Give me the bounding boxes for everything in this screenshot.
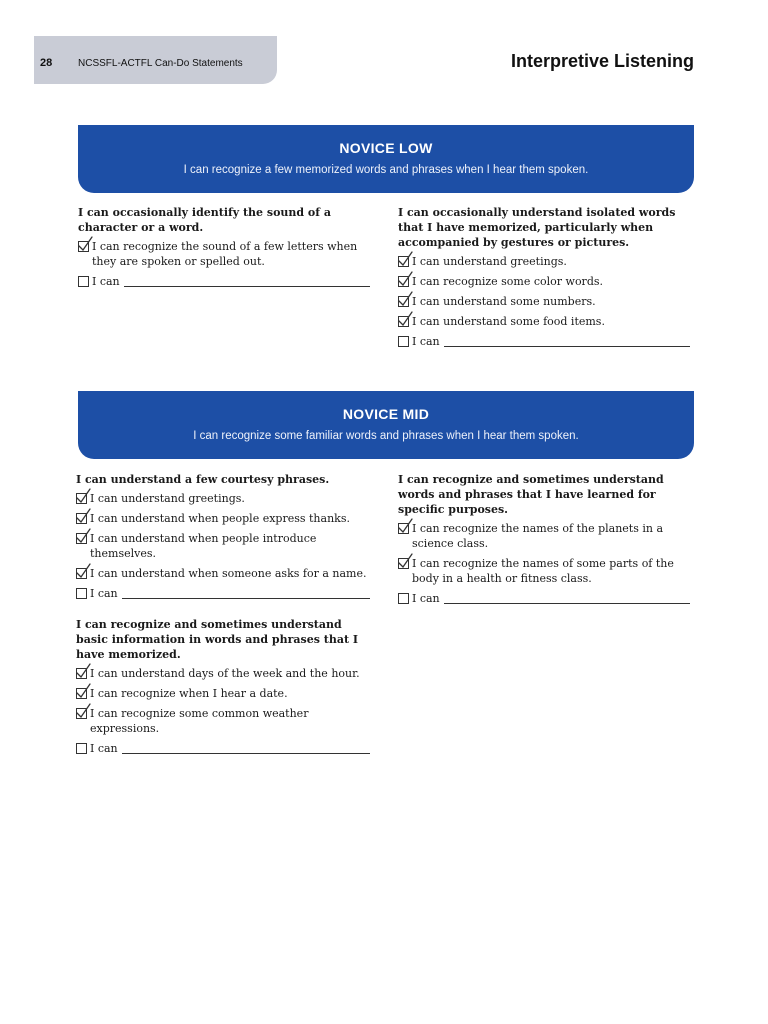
item-text: I can recognize some color words.	[412, 275, 604, 288]
item-text: I can understand greetings.	[412, 255, 567, 268]
checklist-item	[398, 254, 698, 269]
checkbox[interactable]	[398, 558, 409, 569]
checkbox[interactable]	[398, 276, 409, 287]
item-text: I can	[90, 587, 118, 600]
item-text: I can understand some food items.	[412, 315, 605, 328]
checkbox[interactable]	[76, 513, 87, 524]
item-text: I can	[90, 742, 118, 755]
checklist-item	[398, 334, 698, 349]
checklist-item	[76, 706, 376, 736]
checkbox[interactable]	[398, 296, 409, 307]
checklist-item	[398, 314, 698, 329]
item-text: I can understand greetings.	[90, 492, 245, 505]
checklist-item	[76, 531, 376, 561]
statement-heading: I can occasionally identify the sound of a character or a word.	[78, 206, 331, 234]
section-description: I can recognize some familiar words and phrases when I hear them spoken.	[193, 430, 579, 442]
checkbox[interactable]	[76, 708, 87, 719]
item-text: I can understand when people express thanks.	[90, 512, 350, 525]
checklist-item	[398, 556, 698, 586]
section-band-novice-low	[78, 125, 694, 193]
novice-low-right-column	[398, 205, 698, 354]
checklist-item	[398, 274, 698, 289]
checklist-item	[78, 274, 378, 289]
novice-low-left-column	[78, 205, 378, 294]
checkbox[interactable]	[398, 256, 409, 267]
novice-mid-left-column	[76, 472, 376, 761]
statement-group	[78, 205, 378, 289]
checklist-item	[76, 741, 376, 756]
statement-group	[398, 472, 698, 606]
check-mark-icon	[75, 508, 91, 524]
statement-heading: I can understand a few courtesy phrases.	[76, 473, 330, 486]
checklist-item	[76, 491, 376, 506]
section-band-novice-mid	[78, 391, 694, 459]
item-text: I can recognize the names of some parts of the body in a health or fitness class.	[412, 557, 674, 585]
item-text: I can recognize when I hear a date.	[90, 687, 288, 700]
statement-group	[398, 205, 698, 349]
write-in-line[interactable]	[124, 274, 370, 287]
item-text: I can	[412, 335, 440, 348]
statement-heading: I can recognize and sometimes understand basic information in words and phrases that I have memorized.	[76, 618, 359, 661]
check-mark-icon	[75, 683, 91, 699]
check-mark-icon	[77, 236, 93, 252]
check-mark-icon	[397, 553, 413, 569]
item-text: I can recognize the names of the planets in a science class.	[412, 522, 664, 550]
statement-heading: I can occasionally understand isolated words that I have memorized, particularly when accompanied by gestures or pictures.	[398, 206, 676, 249]
section-title: NOVICE MID	[342, 406, 430, 422]
check-mark-icon	[75, 563, 91, 579]
checkbox[interactable]	[76, 588, 87, 599]
checkbox[interactable]	[78, 241, 89, 252]
item-text: I can understand when someone asks for a name.	[90, 567, 367, 580]
section-description: I can recognize a few memorized words and phrases when I hear them spoken.	[183, 164, 589, 176]
statement-group	[76, 617, 376, 756]
write-in-line[interactable]	[122, 586, 370, 599]
item-text: I can understand when people introduce themselves.	[90, 532, 317, 560]
checkbox[interactable]	[398, 336, 409, 347]
novice-mid-right-column	[398, 472, 698, 611]
checklist-item	[398, 591, 698, 606]
check-mark-icon	[75, 703, 91, 719]
checklist-item	[76, 566, 376, 581]
page-title: Interpretive Listening	[510, 51, 694, 71]
section-title: NOVICE LOW	[339, 140, 433, 156]
checklist-item	[76, 666, 376, 681]
statement-heading: I can recognize and sometimes understand words and phrases that I have learned for specific purposes.	[398, 473, 664, 516]
checklist-item	[76, 511, 376, 526]
checkbox[interactable]	[78, 276, 89, 287]
checkbox[interactable]	[398, 593, 409, 604]
checkbox[interactable]	[76, 493, 87, 504]
checklist-item	[76, 686, 376, 701]
checkbox[interactable]	[76, 568, 87, 579]
item-text: I can recognize the sound of a few letters when they are spoken or spelled out.	[92, 240, 358, 268]
page-number: 28	[40, 57, 53, 69]
write-in-line[interactable]	[444, 334, 690, 347]
check-mark-icon	[75, 528, 91, 544]
checklist-item	[78, 239, 378, 269]
check-mark-icon	[397, 518, 413, 534]
checkbox[interactable]	[76, 668, 87, 679]
check-mark-icon	[397, 271, 413, 287]
check-mark-icon	[75, 663, 91, 679]
checklist-item	[398, 521, 698, 551]
statement-group	[76, 472, 376, 601]
item-text: I can	[92, 275, 120, 288]
checklist-item	[398, 294, 698, 309]
check-mark-icon	[75, 488, 91, 504]
checkbox[interactable]	[76, 533, 87, 544]
item-text: I can understand some numbers.	[412, 295, 596, 308]
item-text: I can understand days of the week and the hour.	[90, 667, 360, 680]
checklist-item	[76, 586, 376, 601]
item-text: I can recognize some common weather expressions.	[90, 707, 309, 735]
write-in-line[interactable]	[444, 591, 690, 604]
checkbox[interactable]	[398, 316, 409, 327]
check-mark-icon	[397, 251, 413, 267]
write-in-line[interactable]	[122, 741, 370, 754]
item-text: I can	[412, 592, 440, 605]
checkbox[interactable]	[76, 743, 87, 754]
check-mark-icon	[397, 311, 413, 327]
check-mark-icon	[397, 291, 413, 307]
header-subtitle: NCSSFL-ACTFL Can-Do Statements	[78, 58, 243, 69]
checkbox[interactable]	[76, 688, 87, 699]
checkbox[interactable]	[398, 523, 409, 534]
